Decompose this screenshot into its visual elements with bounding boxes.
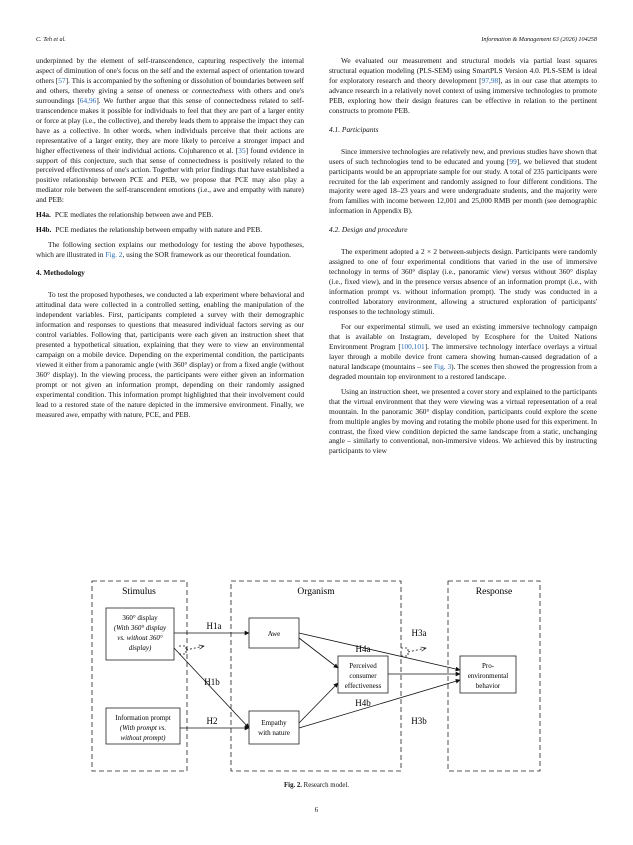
citation-link[interactable]: 97,98 — [481, 75, 499, 85]
box-pce-text — [345, 662, 382, 690]
hypothesis-h4a: H4a. PCE mediates the relationship between awe and PEB. — [36, 210, 214, 220]
right-column — [329, 56, 597, 461]
paragraph: Using an instruction sheet, we presented a cover story and explained to the participants that the virtual environment that they were viewing was a virtual representation of a real mountain. In the panoramic 360° display condition, participants could explore the scene from multiple angles by moving and rotating the mobile phone used for this experiment. In contrast, the fixed view condition depicted the same landscape from a static, unchanging angle – similarly to conventional, non-immersive videos. We achieved this by instructing participants to view — [329, 386, 597, 456]
svg-text:consumer: consumer — [349, 672, 377, 680]
svg-text:display): display) — [128, 644, 152, 652]
subsection-heading: 4.2. Design and procedure — [329, 225, 408, 235]
svg-text:Information prompt: Information prompt — [115, 714, 171, 722]
section-heading: 4. Methodology — [36, 268, 85, 278]
figure-link[interactable]: Fig. 2 — [105, 250, 123, 260]
research-model-diagram — [36, 578, 597, 793]
paragraph: For our experimental stimuli, we used an existing immersive technology campaign that is available on Instagram, developed by Ecosphere for the United Nations Environment Program [100,101]. The immersive technology interface overlays a virtual layer through a mobile device front camera showing human-caused degradation of a natural landscape (mountains – see Fig. 3). The scenes then showed the progression from a degraded mountain top environment to a restored landscape. — [329, 321, 597, 381]
figure-caption: Fig. 2. Research model. — [284, 782, 349, 789]
svg-text:without prompt): without prompt) — [120, 734, 166, 742]
svg-text:Pro-: Pro- — [481, 662, 495, 670]
box-awe-text: Awe — [267, 630, 281, 638]
arrow-awe-pce — [299, 638, 338, 668]
svg-text:behavior: behavior — [475, 682, 501, 690]
box-info-text — [115, 714, 170, 742]
paragraph: The following section explains our methodology for testing the above hypotheses, which are illustrated in Fig. 2, using the SOR framework as our theoretical foundation. — [36, 240, 304, 260]
svg-text:360° display: 360° display — [122, 614, 158, 622]
svg-text:with nature: with nature — [258, 729, 290, 737]
arrow-empathy-pce — [299, 683, 338, 723]
dashed-connector-left — [179, 646, 186, 654]
citation-link[interactable]: 64,96 — [79, 95, 97, 105]
svg-text:Perceived: Perceived — [349, 662, 377, 670]
dashed-arrow-right — [408, 648, 426, 652]
figure-link[interactable]: Fig. 3 — [433, 361, 452, 371]
citation-link[interactable]: 99 — [509, 156, 517, 166]
running-head-authors: C. Teh et al. — [36, 36, 66, 43]
svg-text:effectiveness: effectiveness — [344, 682, 382, 690]
svg-text:vs. without 360°: vs. without 360° — [117, 634, 163, 642]
citation-link[interactable]: 100,101 — [400, 341, 425, 351]
svg-text:Empathy: Empathy — [261, 719, 287, 727]
citation-link[interactable]: 35 — [238, 145, 246, 155]
response-title: Response — [475, 587, 513, 597]
running-head-journal: Information & Management 63 (2026) 104258 — [481, 36, 597, 43]
label-h1b: H1b — [204, 677, 220, 687]
label-h1a: H1a — [206, 621, 222, 631]
svg-text:(With prompt vs.: (With prompt vs. — [119, 724, 167, 732]
label-h2: H2 — [206, 716, 218, 726]
label-h3b: H3b — [411, 716, 427, 726]
box-empathy — [249, 711, 299, 744]
hypothesis-h4b: H4b. PCE mediates the relationship between empathy with nature and PEB. — [36, 225, 263, 235]
research-model-figure — [36, 578, 597, 793]
citation-link[interactable]: 57 — [58, 75, 66, 85]
organism-title: Organism — [297, 587, 335, 597]
page-number: 6 — [314, 807, 319, 814]
label-h4b: H4b — [355, 698, 371, 708]
label-h3a: H3a — [411, 628, 427, 638]
paragraph: Since immersive technologies are relatively new, and previous studies have shown that users of such technologies tend to be educated and young [99], we believed that student participants would be an appropriate sample for our study. A total of 235 participants were recruited for the lab experiment and randomly assigned to four different conditions. The majority were aged 18–23 years and were undergraduate students, and the majority were from families with income between 12,001 and 25,000 RMB per month (see demographic information in Appendix B). — [329, 146, 598, 216]
subsection-heading: 4.1. Participants — [329, 124, 379, 134]
paragraph: underpinned by the element of self-transcendence, capturing respectively the internal aspect of diminution of one's focus on the self and the external aspect of orientation toward others [57]. This is accompanied by the softening or dissolution of boundaries between self and others, thereby giving a sense of oneness or connectedness with others and one's surroundings [64,96]. We further argue that this sense of connectedness related to self-transcendence makes it possible for individuals to feel that they are part of a larger entity or force at play (i.e., the collective), and thereby leads them to appraise the impact they can have as a collective. In other words, when individuals perceive that their actions are representative of a larger entity, they are more likely to perceive a stronger impact and higher effectiveness of their individual actions. Cojuharenco et al. [35] found evidence in support of this conjecture, such that sense of connectedness is positively related to the perceived effectiveness of one's action. Together with prior findings that have established a positive relationship between PCE and PEB, we propose that PCE may also play a mediator role between the self-transcendent emotions (i.e., awe and empathy with nature) and PEB: — [36, 56, 305, 205]
dashed-arrow-left — [186, 646, 204, 650]
paragraph: To test the proposed hypotheses, we conducted a lab experiment where behavioral and attitudinal data were collected in a controlled setting, enabling the manipulation of the independent variables. First, participants completed a survey with their demographic information and responses to questions that measured individual factors serving as our control variables. Following that, participants were each given an instruction sheet that presented a hypothetical situation, explaining that they were to view an environmental campaign on a mobile device. Depending on the experimental condition, the participants viewed it either from a panoramic angle (with 360° display) or from a fixed angle (without 360° display). In the viewing process, the participants were either given an information prompt or not given an information prompt, depending on their randomly assigned experimental condition. This information prompt highlighted that their involvement could lead to a restored state of the nature depicted in the immersive environment. Finally, we measured awe, empathy with nature, PCE, and PEB. — [36, 290, 304, 419]
paragraph: The experiment adopted a 2 × 2 between-subjects design. Participants were randomly assigned to one of four experimental conditions that varied in the use of immersive technology in terms of 360° display (i.e., panoramic view) versus without 360° display (i.e., fixed view), and in the presence versus absence of an information prompt (i.e., with information prompt vs. without information prompt). The study was conducted in a controlled laboratory environment, allowing a structured exploration of participants' responses to the technology stimuli. — [329, 247, 597, 317]
running-head — [36, 36, 597, 46]
svg-text:(With 360° display: (With 360° display — [113, 624, 167, 632]
dashed-connector-right — [401, 648, 408, 656]
label-h4a: H4a — [355, 644, 371, 654]
paragraph: We evaluated our measurement and structural models via partial least squares structural equation modeling (PLS-SEM) using SmartPLS Version 4.0. PLS-SEM is ideal for exploratory research and theory development [97,98], as in our case that attempts to advance research in a relatively novel context of using immersive technologies to promote PEB, exploring how their design features can be effective in relation to the pertinent constructs to promote PEB. — [329, 56, 597, 115]
svg-text:environmental: environmental — [467, 672, 509, 680]
stimulus-title: Stimulus — [122, 587, 156, 597]
left-column — [36, 56, 304, 424]
